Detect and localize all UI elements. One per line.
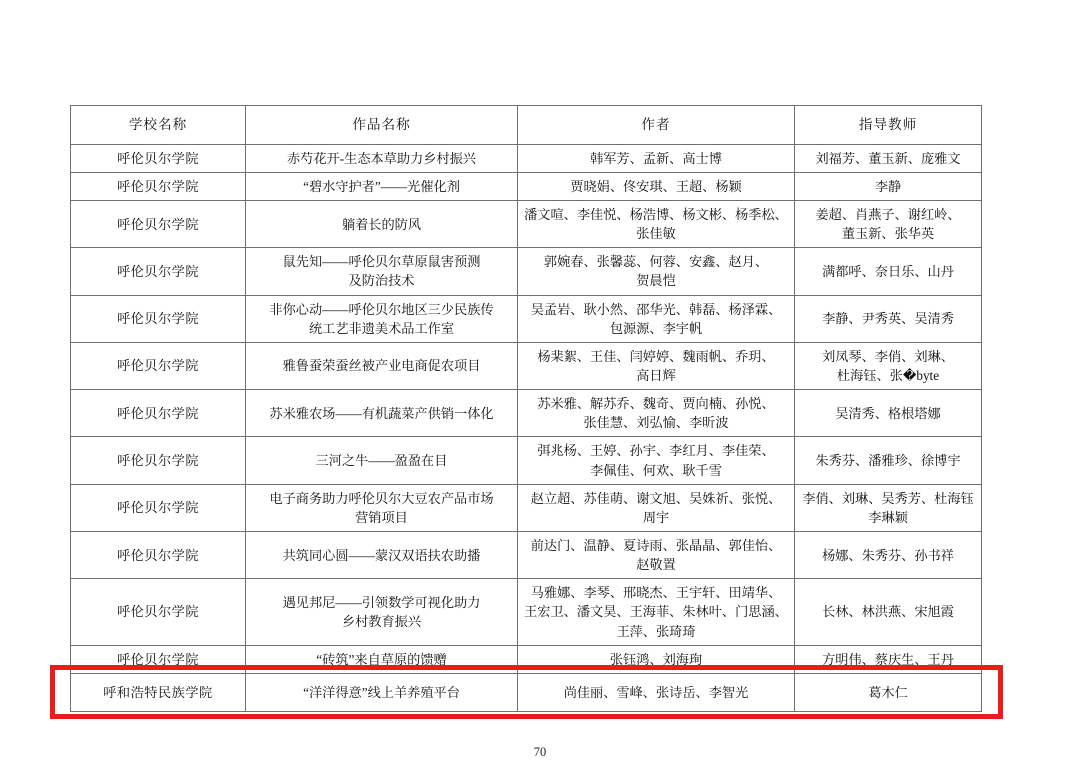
cell-mentors-line: 杜海钰、张�byte: [836, 367, 940, 383]
cell-work: [246, 579, 518, 645]
award-table-container: [70, 105, 981, 712]
cell-authors-line: 张佳敏: [636, 226, 676, 242]
cell-authors-line: 王宏卫、潘文昊、王海菲、朱林叶、门思涵、: [524, 604, 788, 620]
cell-work-line: “洋洋得意”线上羊养殖平台: [303, 684, 460, 700]
table-row: [71, 144, 982, 172]
cell-authors-line: 韩军芳、孟新、高士博: [590, 150, 722, 166]
cell-mentors-line: 董玉新、张华英: [841, 226, 935, 242]
cell-authors: [518, 531, 795, 578]
cell-work-line: 赤芍花开-生态本草助力乡村振兴: [286, 150, 476, 166]
cell-mentors: [795, 673, 982, 711]
cell-school: [71, 248, 246, 295]
cell-work: [246, 248, 518, 295]
cell-mentors-line: 李琳颖: [868, 509, 908, 525]
table-row: [71, 248, 982, 295]
page-number: 70: [533, 744, 547, 759]
cell-work-line: 共筑同心圆——蒙汉双语扶农助播: [282, 547, 481, 563]
cell-school: [71, 342, 246, 389]
table-row: [71, 342, 982, 389]
cell-work-line: “碧水守护者”——光催化剂: [303, 178, 460, 194]
cell-authors: [518, 172, 795, 200]
cell-authors-line: 吴孟岩、耿小然、邵华光、韩磊、杨泽霖、: [530, 301, 782, 317]
cell-work: [246, 484, 518, 531]
cell-mentors-line: 葛木仁: [868, 684, 908, 700]
cell-authors: [518, 645, 795, 673]
cell-school: [71, 484, 246, 531]
cell-authors: [518, 437, 795, 484]
cell-authors-line: 前达门、温静、夏诗雨、张晶晶、郭佳怡、: [530, 537, 782, 553]
cell-work: [246, 390, 518, 437]
cell-school-line: 呼和浩特民族学院: [103, 684, 213, 700]
cell-work-line: 三河之牛——盈盈在目: [315, 452, 448, 468]
cell-mentors-line: 杨娜、朱秀芬、孙书祥: [822, 547, 954, 563]
cell-authors: [518, 390, 795, 437]
cell-mentors: [795, 390, 982, 437]
cell-school: [71, 295, 246, 342]
table-row: [71, 531, 982, 578]
award-table: [70, 105, 982, 712]
cell-school-line: 呼伦贝尔学院: [116, 216, 200, 232]
cell-mentors-line: 吴清秀、格根塔娜: [835, 405, 941, 421]
table-header: [71, 106, 982, 145]
table-row: [71, 484, 982, 531]
cell-authors: [518, 673, 795, 711]
table-header-row: [71, 106, 982, 145]
cell-mentors: [795, 144, 982, 172]
table-row: [71, 200, 982, 247]
cell-school-line: 呼伦贝尔学院: [116, 500, 200, 516]
cell-work: [246, 673, 518, 711]
cell-mentors: [795, 248, 982, 295]
cell-school: [71, 200, 246, 247]
table-row: [71, 437, 982, 484]
cell-mentors-line: 李俏、刘琳、吴秀芳、杜海钰: [802, 490, 974, 506]
cell-authors-line: 张钰鸿、刘海珣: [609, 651, 703, 667]
cell-school: [71, 531, 246, 578]
cell-mentors-line: 刘福芳、董玉新、庞雅文: [815, 150, 961, 166]
cell-authors-line: 尚佳丽、雪峰、张诗岳、李智光: [563, 684, 749, 700]
cell-school-line: 呼伦贝尔学院: [116, 178, 200, 194]
cell-authors-line: 弭兆杨、王婷、孙宇、李红月、李佳荣、: [537, 443, 775, 459]
cell-authors: [518, 295, 795, 342]
cell-work-line: 鼠先知——呼伦贝尔草原鼠害预测: [282, 254, 481, 270]
cell-school-line: 呼伦贝尔学院: [116, 452, 200, 468]
cell-authors: [518, 248, 795, 295]
cell-mentors-line: 朱秀芬、潘雅珍、徐博宇: [815, 452, 961, 468]
table-row: [71, 645, 982, 673]
cell-mentors: [795, 200, 982, 247]
table-row: [71, 390, 982, 437]
cell-school-line: 呼伦贝尔学院: [116, 547, 200, 563]
cell-authors: [518, 484, 795, 531]
cell-school: [71, 579, 246, 645]
cell-mentors: [795, 645, 982, 673]
cell-school-line: 呼伦贝尔学院: [116, 604, 200, 620]
cell-work: [246, 437, 518, 484]
cell-authors-line: 郭婉春、张馨蕊、何蓉、安鑫、赵月、: [543, 254, 769, 270]
cell-work-line: 遇见邦尼——引领数学可视化助力: [282, 594, 481, 610]
cell-school-line: 呼伦贝尔学院: [116, 358, 200, 374]
cell-work-line: 乡村教育振兴: [341, 613, 422, 629]
cell-work-line: 非你心动——呼伦贝尔地区三少民族传: [269, 301, 494, 317]
cell-school: [71, 645, 246, 673]
cell-authors-line: 苏米雅、解苏乔、魏奇、贾向楠、孙悦、: [537, 396, 775, 412]
cell-authors-line: 马雅娜、李琴、邢晓杰、王宇轩、田靖华、: [530, 585, 782, 601]
cell-authors: [518, 200, 795, 247]
cell-mentors: [795, 437, 982, 484]
cell-authors-line: 高日辉: [636, 367, 676, 383]
cell-work: [246, 144, 518, 172]
cell-work: [246, 200, 518, 247]
cell-school-line: 呼伦贝尔学院: [116, 263, 200, 279]
column-header-author: 作者: [518, 106, 795, 145]
cell-authors: [518, 144, 795, 172]
cell-school-line: 呼伦贝尔学院: [116, 651, 200, 667]
cell-work-line: 统工艺非遗美术品工作室: [308, 320, 455, 336]
cell-authors-line: 包源源、李宇帆: [609, 320, 703, 336]
cell-work-line: 电子商务助力呼伦贝尔大豆农产品市场: [269, 490, 494, 506]
cell-mentors-line: 李静、尹秀英、吴清秀: [822, 311, 954, 327]
cell-work: [246, 172, 518, 200]
cell-mentors: [795, 342, 982, 389]
cell-school-line: 呼伦贝尔学院: [116, 405, 200, 421]
cell-work: [246, 531, 518, 578]
table-body: [71, 144, 982, 711]
cell-authors-line: 杨棐絮、王佳、闫婷婷、魏雨帆、乔玥、: [537, 348, 775, 364]
cell-school-line: 呼伦贝尔学院: [116, 311, 200, 327]
cell-mentors-line: 长林、林洪燕、宋旭霞: [822, 604, 954, 620]
cell-mentors-line: 刘凤琴、李俏、刘琳、: [822, 348, 954, 364]
cell-school: [71, 390, 246, 437]
cell-mentors: [795, 531, 982, 578]
cell-mentors: [795, 579, 982, 645]
cell-authors-line: 李佩佳、何欢、耿千雪: [590, 462, 722, 478]
cell-school: [71, 144, 246, 172]
cell-mentors: [795, 172, 982, 200]
table-row: [71, 172, 982, 200]
cell-work-line: 及防治技术: [348, 273, 415, 289]
table-row: [71, 295, 982, 342]
cell-work-line: 苏米雅农场——有机蔬菜产供销一体化: [269, 405, 494, 421]
cell-work: [246, 645, 518, 673]
cell-authors-line: 张佳慧、刘弘愉、李昕波: [583, 415, 729, 431]
cell-mentors: [795, 295, 982, 342]
cell-mentors-line: 李静: [874, 178, 902, 194]
cell-work-line: “砖筑”来自草原的馈赠: [316, 651, 447, 667]
cell-authors-line: 赵敬置: [636, 557, 676, 573]
cell-authors-line: 王萍、张琦琦: [616, 623, 696, 639]
cell-work: [246, 295, 518, 342]
cell-work-line: 雅鲁蚕荣蚕丝被产业电商促农项目: [282, 358, 481, 374]
cell-authors-line: 贾晓娟、佟安琪、王超、杨颖: [570, 178, 742, 194]
cell-authors-line: 贺晨恺: [636, 273, 676, 289]
cell-authors: [518, 579, 795, 645]
cell-work-line: 躺着长的防风: [341, 216, 422, 232]
table-row: [71, 579, 982, 645]
cell-school: [71, 437, 246, 484]
cell-authors: [518, 342, 795, 389]
cell-school: [71, 673, 246, 711]
cell-work: [246, 342, 518, 389]
cell-school: [71, 172, 246, 200]
table-row: [71, 673, 982, 711]
cell-authors-line: 潘文喧、李佳悦、杨浩博、杨文彬、杨季松、: [524, 206, 788, 222]
cell-mentors-line: 满都呼、奈日乐、山丹: [822, 263, 954, 279]
cell-school-line: 呼伦贝尔学院: [116, 150, 200, 166]
column-header-school: 学校名称: [71, 106, 246, 145]
cell-authors-line: 赵立超、苏佳萌、谢文旭、吴姝祈、张悦、: [530, 490, 782, 506]
cell-work-line: 营销项目: [355, 509, 408, 525]
column-header-mentor: 指导教师: [795, 106, 982, 145]
cell-mentors-line: 姜超、肖燕子、谢红岭、: [815, 206, 961, 222]
cell-mentors-line: 方明伟、蔡庆生、王丹: [822, 651, 954, 667]
column-header-work: 作品名称: [246, 106, 518, 145]
cell-authors-line: 周宇: [642, 509, 670, 525]
cell-mentors: [795, 484, 982, 531]
